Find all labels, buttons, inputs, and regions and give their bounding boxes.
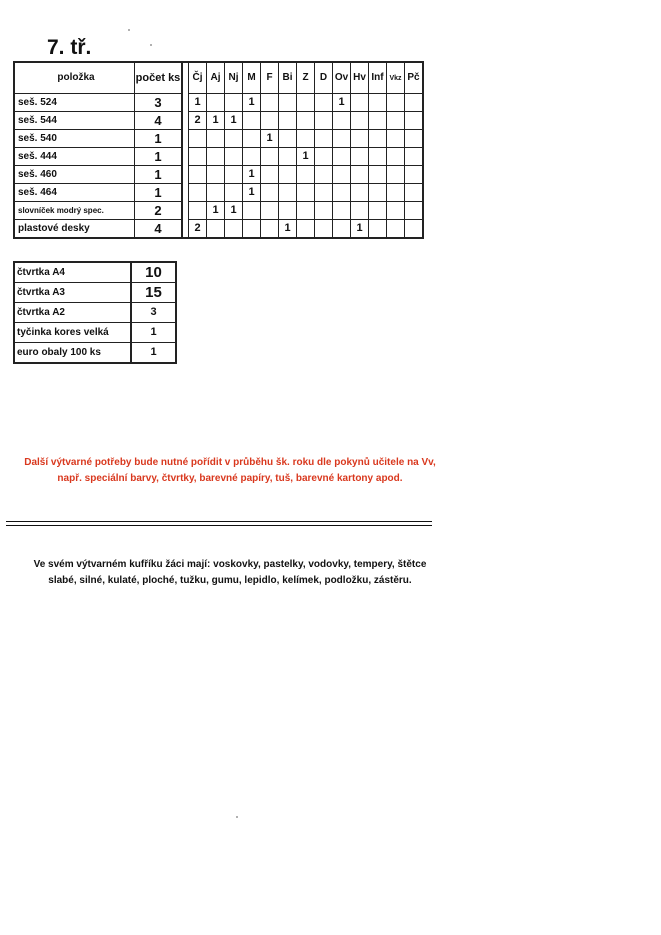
header-count: počet ks bbox=[135, 62, 183, 94]
subject-cell bbox=[351, 184, 369, 202]
subject-cell: 2 bbox=[189, 220, 207, 239]
item-name: seš. 524 bbox=[14, 94, 135, 112]
subject-cell: 1 bbox=[297, 148, 315, 166]
item-name: seš. 460 bbox=[14, 166, 135, 184]
item-name: plastové desky bbox=[14, 220, 135, 239]
item-count: 4 bbox=[135, 112, 183, 130]
subject-cell bbox=[405, 148, 424, 166]
supply-name: čtvrtka A4 bbox=[14, 262, 131, 283]
supply-name: tyčinka kores velká bbox=[14, 323, 131, 343]
art-kit-note: Ve svém výtvarném kufříku žáci mají: voskovky, pastelky, vodovky, tempery, štětce slabé, silné, kulaté, ploché, tužku, gumu, lepidlo, kelímek, podložku, zástěru. bbox=[33, 559, 427, 586]
header-subject-aj: Aj bbox=[207, 62, 225, 94]
header-row bbox=[14, 62, 423, 94]
subject-cell: 1 bbox=[225, 202, 243, 220]
subject-cell bbox=[387, 220, 405, 239]
subject-cell bbox=[333, 202, 351, 220]
table-row bbox=[14, 130, 423, 148]
scan-speck bbox=[236, 816, 238, 818]
subject-cell bbox=[405, 112, 424, 130]
subject-cell bbox=[369, 202, 387, 220]
subject-cell bbox=[315, 220, 333, 239]
table-row bbox=[14, 202, 423, 220]
subject-cell bbox=[279, 166, 297, 184]
page-title: 7. tř. bbox=[47, 36, 92, 59]
header-subject-bi: Bi bbox=[279, 62, 297, 94]
item-name: seš. 540 bbox=[14, 130, 135, 148]
subject-cell bbox=[351, 202, 369, 220]
subject-cell bbox=[315, 184, 333, 202]
subject-cell bbox=[243, 148, 261, 166]
table-row bbox=[14, 220, 423, 239]
subject-cell bbox=[387, 166, 405, 184]
header-item: položka bbox=[14, 62, 135, 94]
subject-cell bbox=[351, 166, 369, 184]
scan-speck bbox=[128, 29, 130, 31]
table-row bbox=[14, 94, 423, 112]
subject-cell: 2 bbox=[189, 112, 207, 130]
header-subject-nj: Nj bbox=[225, 62, 243, 94]
item-name: seš. 444 bbox=[14, 148, 135, 166]
header-subject-hv: Hv bbox=[351, 62, 369, 94]
subject-cell bbox=[225, 148, 243, 166]
header-subject-ov: Ov bbox=[333, 62, 351, 94]
subject-cell bbox=[225, 166, 243, 184]
subject-cell bbox=[405, 166, 424, 184]
supply-count: 1 bbox=[131, 323, 176, 343]
item-name: seš. 464 bbox=[14, 184, 135, 202]
subject-cell bbox=[243, 220, 261, 239]
subject-cell bbox=[297, 220, 315, 239]
subject-cell bbox=[333, 130, 351, 148]
subject-cell: 1 bbox=[333, 94, 351, 112]
header-subject-čj: Čj bbox=[189, 62, 207, 94]
subject-cell bbox=[315, 94, 333, 112]
subject-cell bbox=[315, 148, 333, 166]
subject-cell bbox=[351, 94, 369, 112]
table-row bbox=[14, 148, 423, 166]
subject-cell bbox=[387, 94, 405, 112]
table-row bbox=[14, 184, 423, 202]
subject-cell bbox=[315, 166, 333, 184]
supply-name: čtvrtka A2 bbox=[14, 303, 131, 323]
header-subject-d: D bbox=[315, 62, 333, 94]
subject-cell bbox=[189, 184, 207, 202]
item-count: 1 bbox=[135, 184, 183, 202]
subject-cell bbox=[369, 94, 387, 112]
subject-cell bbox=[279, 130, 297, 148]
subject-cell: 1 bbox=[351, 220, 369, 239]
subject-cell bbox=[405, 184, 424, 202]
subject-cell bbox=[225, 220, 243, 239]
subject-cell: 1 bbox=[189, 94, 207, 112]
subject-cell bbox=[369, 184, 387, 202]
header-subject-z: Z bbox=[297, 62, 315, 94]
subject-cell bbox=[261, 220, 279, 239]
subject-cell bbox=[315, 130, 333, 148]
subject-cell bbox=[225, 94, 243, 112]
subject-cell bbox=[189, 148, 207, 166]
subject-cell bbox=[351, 130, 369, 148]
subject-cell: 1 bbox=[243, 94, 261, 112]
subject-cell bbox=[351, 148, 369, 166]
subject-cell bbox=[207, 220, 225, 239]
subject-cell bbox=[261, 166, 279, 184]
scan-speck bbox=[150, 44, 152, 46]
table-row bbox=[14, 303, 176, 323]
item-count: 1 bbox=[135, 130, 183, 148]
item-count: 3 bbox=[135, 94, 183, 112]
subject-cell bbox=[279, 94, 297, 112]
subject-cell: 1 bbox=[279, 220, 297, 239]
item-count: 1 bbox=[135, 166, 183, 184]
subject-cell bbox=[207, 148, 225, 166]
item-name: seš. 544 bbox=[14, 112, 135, 130]
table-row bbox=[14, 283, 176, 303]
subject-cell bbox=[297, 166, 315, 184]
supply-note: Další výtvarné potřeby bude nutné pořídit v průběhu šk. roku dle pokynů učitele na Vv, např. speciální barvy, čtvrtky, barevné papíry, tuš, barevné kartony apod. bbox=[24, 457, 436, 484]
header-subject-vkz: Vkz bbox=[387, 62, 405, 94]
subject-cell bbox=[279, 148, 297, 166]
divider-line bbox=[6, 521, 432, 522]
subject-cell bbox=[225, 130, 243, 148]
table-row bbox=[14, 343, 176, 364]
supply-count: 10 bbox=[131, 262, 176, 283]
subject-cell bbox=[207, 166, 225, 184]
subject-cell: 1 bbox=[261, 130, 279, 148]
subject-cell bbox=[387, 202, 405, 220]
subject-cell bbox=[333, 148, 351, 166]
item-count: 1 bbox=[135, 148, 183, 166]
subject-cell bbox=[225, 184, 243, 202]
subject-cell bbox=[369, 148, 387, 166]
subject-cell bbox=[369, 130, 387, 148]
subject-cell bbox=[405, 220, 424, 239]
subject-cell bbox=[261, 202, 279, 220]
table-row bbox=[14, 323, 176, 343]
subject-cell bbox=[243, 130, 261, 148]
subject-cell bbox=[333, 220, 351, 239]
subject-cell bbox=[261, 94, 279, 112]
subject-cell: 1 bbox=[225, 112, 243, 130]
supply-count: 1 bbox=[131, 343, 176, 364]
subject-cell bbox=[315, 112, 333, 130]
subject-cell: 1 bbox=[207, 202, 225, 220]
subject-cell bbox=[333, 166, 351, 184]
supply-name: euro obaly 100 ks bbox=[14, 343, 131, 364]
subject-cell bbox=[297, 184, 315, 202]
subject-cell bbox=[369, 166, 387, 184]
header-subject-f: F bbox=[261, 62, 279, 94]
header-subject-m: M bbox=[243, 62, 261, 94]
subject-cell bbox=[333, 112, 351, 130]
subject-cell bbox=[207, 130, 225, 148]
subject-cell bbox=[351, 112, 369, 130]
subject-cell bbox=[405, 202, 424, 220]
supply-count: 3 bbox=[131, 303, 176, 323]
table-row bbox=[14, 262, 176, 283]
subject-cell: 1 bbox=[243, 166, 261, 184]
subject-cell: 1 bbox=[207, 112, 225, 130]
subject-cell bbox=[369, 112, 387, 130]
subject-cell bbox=[369, 220, 387, 239]
subject-cell bbox=[297, 94, 315, 112]
subject-cell bbox=[297, 202, 315, 220]
subject-cell bbox=[189, 166, 207, 184]
subject-cell bbox=[387, 112, 405, 130]
subject-cell bbox=[387, 184, 405, 202]
subject-cell: 1 bbox=[243, 184, 261, 202]
subject-cell bbox=[243, 202, 261, 220]
subject-cell bbox=[261, 184, 279, 202]
subject-cell bbox=[405, 130, 424, 148]
items-table bbox=[13, 61, 424, 239]
subject-cell bbox=[387, 130, 405, 148]
table-row bbox=[14, 112, 423, 130]
subject-cell bbox=[405, 94, 424, 112]
subject-cell bbox=[279, 112, 297, 130]
item-count: 4 bbox=[135, 220, 183, 239]
supply-count: 15 bbox=[131, 283, 176, 303]
supply-name: čtvrtka A3 bbox=[14, 283, 131, 303]
table-row bbox=[14, 166, 423, 184]
subject-cell bbox=[297, 112, 315, 130]
subject-cell bbox=[333, 184, 351, 202]
header-subject-inf: Inf bbox=[369, 62, 387, 94]
subject-cell bbox=[261, 112, 279, 130]
subject-cell bbox=[279, 202, 297, 220]
subject-cell bbox=[207, 94, 225, 112]
subject-cell bbox=[279, 184, 297, 202]
item-name: slovníček modrý spec. bbox=[14, 202, 135, 220]
subject-cell bbox=[261, 148, 279, 166]
subject-cell bbox=[189, 202, 207, 220]
subject-cell bbox=[243, 112, 261, 130]
subject-cell bbox=[207, 184, 225, 202]
subject-cell bbox=[387, 148, 405, 166]
item-count: 2 bbox=[135, 202, 183, 220]
header-subject-pč: Pč bbox=[405, 62, 424, 94]
subject-cell bbox=[315, 202, 333, 220]
divider-line bbox=[6, 525, 432, 526]
subject-cell bbox=[297, 130, 315, 148]
subject-cell bbox=[189, 130, 207, 148]
supplies-table bbox=[13, 261, 177, 364]
